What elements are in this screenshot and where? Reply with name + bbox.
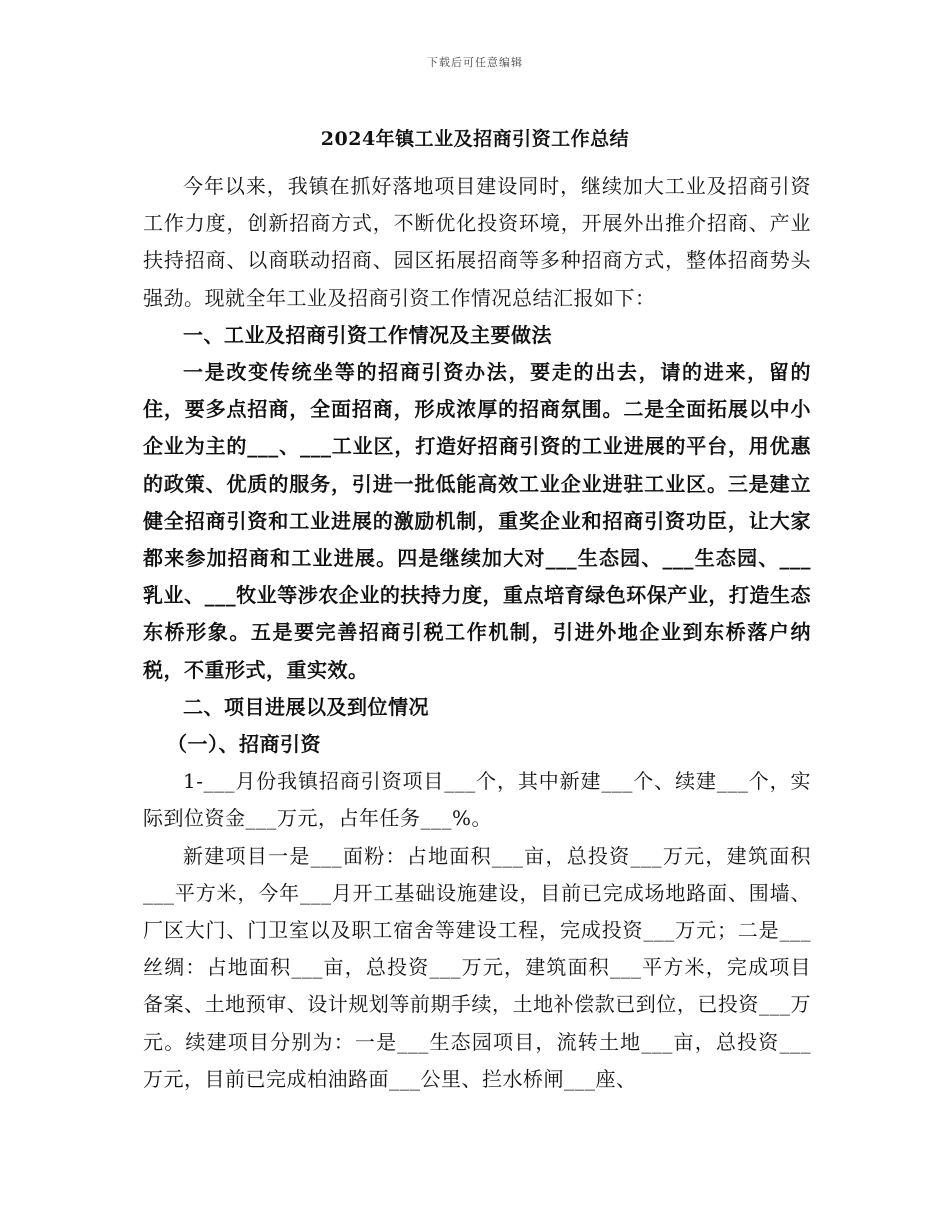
section1-heading: 一、工业及招商引资工作情况及主要做法: [183, 322, 552, 347]
section2-heading: 二、项目进展以及到位情况: [183, 694, 429, 719]
intro-paragraph: 今年以来，我镇在抓好落地项目建设同时，继续加大工业及招商引资工作力度，创新招商方式，不断优化投资环境，开展外出推介招商、产业扶持招商、以商联动招商、园区拓展招商等多种招商方式，整体招商势头强劲。现就全年工业及招商引资工作情况总结汇报如下：: [143, 174, 811, 310]
subsection1-heading: （一）、招商引资: [167, 732, 321, 757]
header-note: 下载后可任意编辑: [427, 56, 523, 69]
document-title: 2024年镇工业及招商引资工作总结: [320, 128, 630, 150]
subsection1-paragraph-1: 1-___月份我镇招商引资项目___个，其中新建___个、续建___个，实际到位资金___万元，占年任务___%。: [143, 769, 811, 831]
document-body: [143, 168, 811, 1098]
subsection1-paragraph-2: 新建项目一是___面粉：占地面积___亩，总投资___万元，建筑面积___平方米，今年___月开工基础设施建设，目前已完成场地路面、围墙、厂区大门、门卫室以及职工宿舍等建设工程，完成投资___万元；二是___丝绸：占地面积___亩，总投资___万元，建筑面积___平方米，完成项目备案、土地预审、设计规划等前期手续，土地补偿款已到位，已投资___万元。续建项目分别为：一是___生态园项目，流转土地___亩，总投资___万元，目前已完成柏油路面___公里、拦水桥闸___座、: [143, 843, 811, 1091]
section1-paragraph: 一是改变传统坐等的招商引资办法，要走的出去，请的进来，留的住，要多点招商，全面招商，形成浓厚的招商氛围。二是全面拓展以中小企业为主的___、___工业区，打造好招商引资的工业进展的平台，用优惠的政策、优质的服务，引进一批低能高效工业企业进驻工业区。三是建立健全招商引资和工业进展的激励机制，重奖企业和招商引资功臣，让大家都来参加招商和工业进展。四是继续加大对___生态园、___生态园、___乳业、___牧业等涉农企业的扶持力度，重点培育绿色环保产业，打造生态东桥形象。五是要完善招商引税工作机制，引进外地企业到东桥落户纳税，不重形式，重实效。: [143, 360, 811, 682]
